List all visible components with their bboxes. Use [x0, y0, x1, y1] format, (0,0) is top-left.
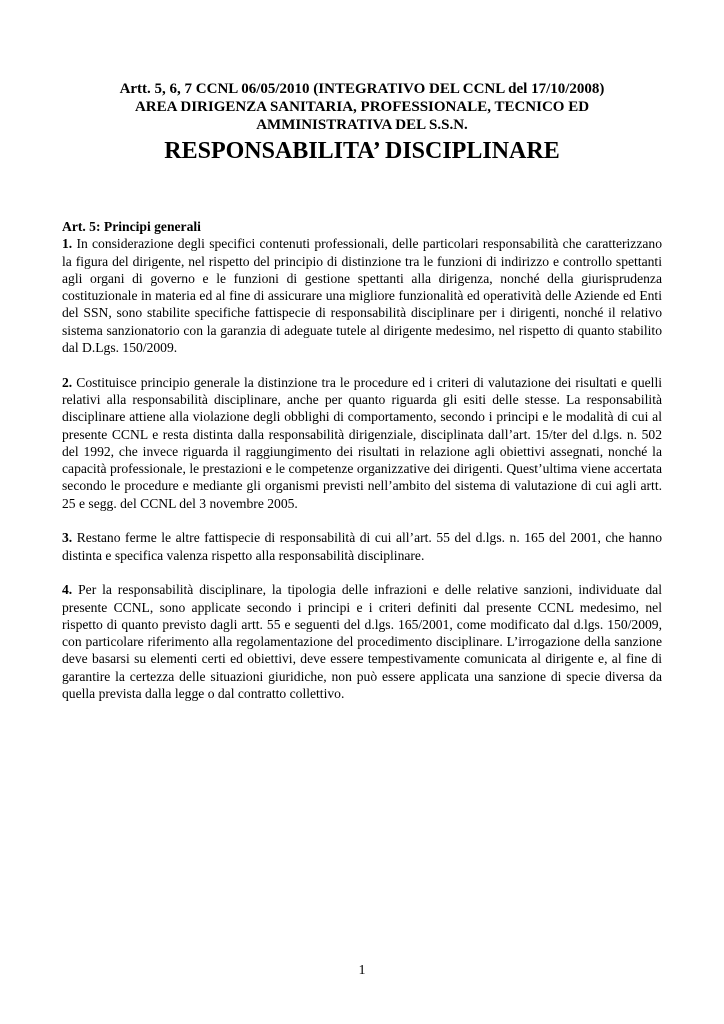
- article-title: Art. 5: Principi generali: [62, 219, 201, 234]
- page-number: 1: [358, 963, 366, 978]
- header-line-3: AMMINISTRATIVA DEL S.S.N.: [256, 117, 468, 133]
- paragraph-1: [62, 235, 662, 356]
- article-body: [62, 218, 662, 720]
- paragraph-number: 2.: [62, 374, 73, 390]
- paragraph-text: Per la responsabilità disciplinare, la tipologia delle infrazioni e delle relative sanzioni, individuate dal presente CCNL, sono applicate secondo i principi e i criteri definiti dal presente CCNL medesimo, nel rispetto di quanto previsto dagli artt. 55 e seguenti del d.lgs. 165/2001, come modificato dal d.lgs. 150/2009, con particolare riferimento alla regolamentazione del procedimento disciplinare. L’irrogazione della sanzione deve basarsi su elementi certi ed obiettivi, deve essere tempestivamente comunicata al dirigente e, al fine di garantire la certezza delle situazioni giuridiche, non può essere applicata una sanzione di specie diversa da quella prevista dalla legge o dal contratto collettivo.: [62, 582, 662, 702]
- header-line-2: AREA DIRIGENZA SANITARIA, PROFESSIONALE, TECNICO ED: [134, 99, 590, 115]
- header-line-1: Artt. 5, 6, 7 CCNL 06/05/2010 (INTEGRATIVO DEL CCNL del 17/10/2008): [119, 81, 605, 97]
- paragraph-text: Costituisce principio generale la distinzione tra le procedure ed i criteri di valutazione dei risultati e quelli relativi alla responsabilità disciplinare, anche per quanto riguarda gli esiti delle stesse. La responsabilità disciplinare attiene alla violazione degli obblighi di comportamento, secondo i principi e le modalità di cui al presente CCNL e resta distinta dalla responsabilità dirigenziale, disciplinata dall’art. 15/ter del d.lgs. n. 502 del 1992, che invece riguarda il raggiungimento dei risultati in relazione agli obiettivi assegnati, nonché la capacità professionale, le prestazioni e le competenze organizzative dei dirigenti. Quest’ultima viene accertata secondo le procedure e mediante gli organismi previsti nell’ambito del sistema di valutazione di cui agli artt. 25 e segg. del CCNL del 3 novembre 2005.: [62, 374, 663, 511]
- paragraph-text: Restano ferme le altre fattispecie di responsabilità di cui all’art. 55 del d.lgs. n. 165 del 2001, che hanno distinta e specifica valenza rispetto alla responsabilità disciplinare.: [62, 530, 662, 563]
- paragraph-text: In considerazione degli specifici contenuti professionali, delle particolari responsabilità che caratterizzano la figura del dirigente, nel rispetto del principio di distinzione tra le funzioni di indirizzo e controllo spettanti agli organi di governo e le funzioni di gestione spettanti alla dirigenza, nonché della giurisprudenza costituzionale in materia ed al fine di assicurare una migliore funzionalità ed operatività delle Aziende ed Enti del SSN, sono stabilite specifiche fattispecie di responsabilità disciplinare per i dirigenti, nonché il relativo sistema sanzionatorio con la garanzia di adeguate tutele al dirigente medesimo, nel rispetto di quanto stabilito dal D.Lgs. 150/2009.: [62, 236, 662, 356]
- paragraph-4: [62, 581, 662, 702]
- paragraph-number: 3.: [62, 530, 73, 546]
- document-header: [40, 80, 684, 166]
- paragraph-3: [62, 529, 662, 564]
- document-title: RESPONSABILITA’ DISCIPLINARE: [164, 138, 560, 164]
- paragraph-number: 1.: [62, 236, 73, 252]
- paragraph-number: 4.: [62, 582, 73, 598]
- paragraph-2: [62, 374, 662, 512]
